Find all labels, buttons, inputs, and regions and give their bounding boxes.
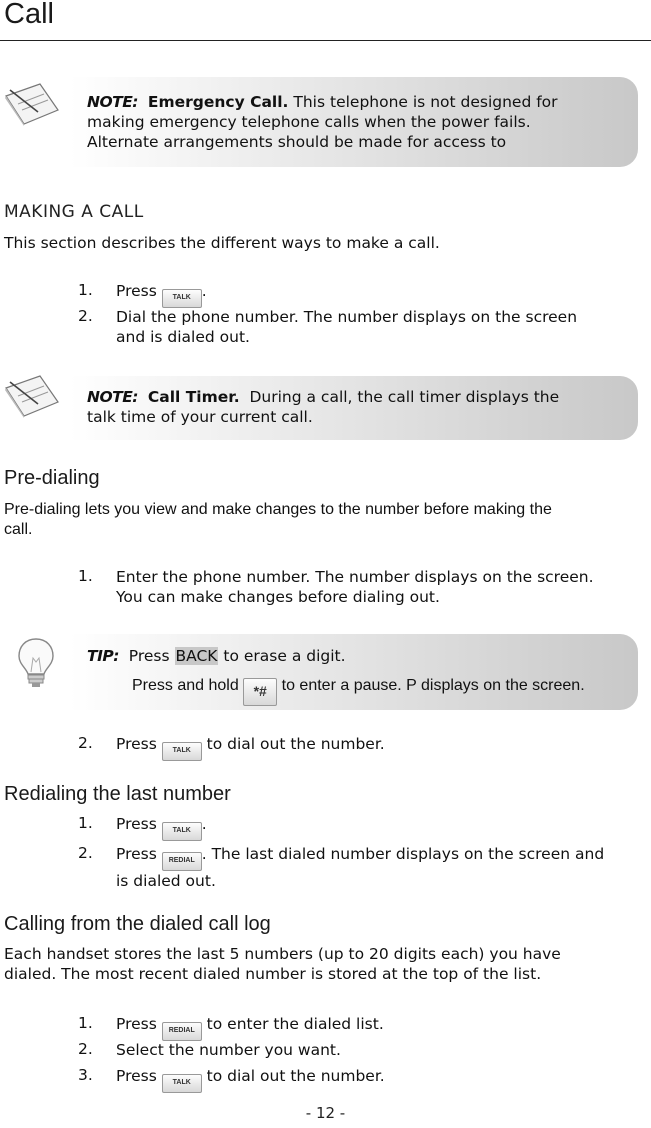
note-line: Alternate arrangements should be made for access to <box>87 133 507 151</box>
page-title: Call <box>4 0 54 30</box>
note-line: making emergency telephone calls when the power fails. <box>87 113 531 131</box>
step-text: Press <box>116 1015 157 1033</box>
step-text: to dial out the number. <box>206 1067 385 1085</box>
tip-text: to erase a digit. <box>223 647 346 665</box>
step-text: . <box>201 282 207 300</box>
list-number: 1. <box>78 567 93 585</box>
step-text: Press <box>116 845 157 863</box>
intro-line: dialed. The most recent dialed number is stored at the top of the list. <box>4 965 542 983</box>
intro-line: Pre-dialing lets you view and make changes to the number before making the <box>4 501 552 518</box>
list-number: 2. <box>78 1040 93 1058</box>
note-title: Emergency Call. <box>147 93 289 111</box>
list-item <box>116 281 207 308</box>
talk-key-icon: TALK <box>162 1074 202 1093</box>
section-heading-redialing: Redialing the last number <box>4 783 231 805</box>
talk-key-icon: TALK <box>162 742 202 761</box>
predialing-intro <box>4 500 552 540</box>
tip-text <box>87 646 632 666</box>
notepad-icon <box>0 374 62 420</box>
step-text: . The last dialed number displays on the screen and <box>201 845 605 863</box>
section-heading-predialing: Pre-dialing <box>4 467 100 489</box>
list-item <box>116 734 385 761</box>
note-timer-text <box>87 387 632 427</box>
tip-line-2 <box>132 676 632 706</box>
page-number: - 12 - <box>305 1104 346 1122</box>
list-number: 1. <box>78 281 93 299</box>
list-item <box>116 1014 384 1041</box>
making-call-intro: This section describes the different ways to make a call. <box>4 234 440 252</box>
list-item <box>116 844 604 891</box>
pause-key-icon: *# <box>243 678 277 706</box>
tip-text: to enter a pause. P displays on the screen. <box>281 677 585 694</box>
list-number: 1. <box>78 814 93 832</box>
step-text: is dialed out. <box>116 872 216 890</box>
list-item <box>116 567 594 607</box>
talk-key-icon: TALK <box>162 289 202 308</box>
list-number: 2. <box>78 734 93 752</box>
step-text: Dial the phone number. The number displays on the screen <box>116 308 578 326</box>
section-heading-making-call: MAKING A CALL <box>4 202 144 222</box>
intro-line: call. <box>4 521 33 538</box>
list-item <box>116 1066 385 1093</box>
call-log-intro <box>4 944 561 984</box>
step-text: to dial out the number. <box>206 735 385 753</box>
section-heading-call-log: Calling from the dialed call log <box>4 913 271 935</box>
step-text: . <box>201 815 207 833</box>
note-label: NOTE: <box>87 93 139 111</box>
note-label: NOTE: <box>87 388 139 406</box>
note-line: During a call, the call timer displays the <box>249 388 560 406</box>
list-item <box>116 814 207 841</box>
tip-text: Press and hold <box>132 677 239 694</box>
tip-text: Press <box>128 647 170 665</box>
tip-label: TIP: <box>87 647 119 665</box>
list-number: 2. <box>78 844 93 862</box>
step-text: Press <box>116 1067 157 1085</box>
intro-line: Each handset stores the last 5 numbers (up to 20 digits each) you have <box>4 945 561 963</box>
list-item: Select the number you want. <box>116 1041 341 1059</box>
note-emergency-text <box>87 92 632 152</box>
redial-key-icon: REDIAL <box>162 852 202 871</box>
lightbulb-icon <box>16 636 56 690</box>
step-text: Press <box>116 735 157 753</box>
step-text: to enter the dialed list. <box>206 1015 384 1033</box>
step-text: Press <box>116 282 157 300</box>
talk-key-icon: TALK <box>162 822 202 841</box>
notepad-icon <box>0 82 62 128</box>
step-text: Press <box>116 815 157 833</box>
list-item <box>116 307 577 347</box>
step-text: and is dialed out. <box>116 328 250 346</box>
note-title: Call Timer. <box>147 388 240 406</box>
note-line: talk time of your current call. <box>87 408 313 426</box>
step-text: You can make changes before dialing out. <box>116 588 440 606</box>
list-number: 2. <box>78 307 93 325</box>
list-number: 3. <box>78 1066 93 1084</box>
header-rule <box>0 40 651 41</box>
list-number: 1. <box>78 1014 93 1032</box>
back-key-label: BACK <box>175 647 218 665</box>
note-line: This telephone is not designed for <box>293 93 558 111</box>
step-text: Enter the phone number. The number displays on the screen. <box>116 568 594 586</box>
redial-key-icon: REDIAL <box>162 1022 202 1041</box>
